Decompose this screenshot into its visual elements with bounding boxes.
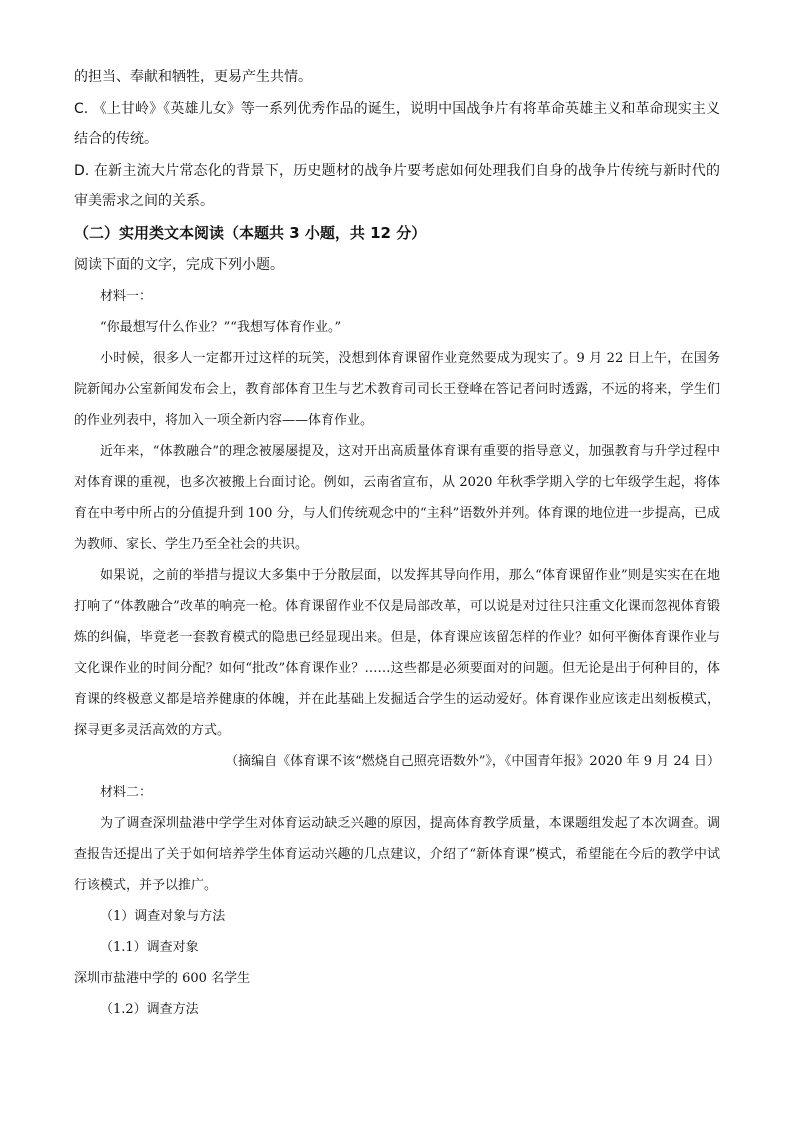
material1-paragraph-2: 小时候，很多人一定都开过这样的玩笑，没想到体育课留作业竟然要成为现实了。9 月 22 日上午，在国务院新闻办公室新闻发布会上，教育部体育卫生与艺术教育司司长王登峰在答记者问时透露，不远的将来，学生们的作业列表中，将加入一项全新内容——体育作业。 [74,351,720,428]
survey-object: 深圳市盐港中学的 600 名学生 [74,971,251,986]
option-d: D. 在新主流大片常态化的背景下，历史题材的战争片要考虑如何处理我们自身的战争片传统与新时代的审美需求之间的关系。 [74,163,720,209]
option-b-tail: 的担当、奉献和牺牲，更易产生共情。 [74,69,312,85]
survey-heading-1: （1）调查对象与方法 [100,909,226,924]
material1-paragraph-3: 近年来，“体教融合”的理念被屡屡提及，这对开出高质量体育课有重要的指导意义，加强教育与升学过程中对体育课的重视，也多次被搬上台面讨论。例如，云南省宣布，从 2020 年秋季学期入学的七年级学生起，将体育在中考中所占的分值提升到 100 分，与人们传统观念中的“主科”语数外并列。体育课的地位进一步提高，已成为教师、家长、学生乃至全社会的共识。 [74,444,720,552]
option-c: C. 《上甘岭》《英雄儿女》等一系列优秀作品的诞生，说明中国战争片有将革命英雄主义和革命现实主义结合的传统。 [74,101,720,147]
material2-label: 材料二： [100,785,153,800]
material1-source: （摘编自《体育课不该“燃烧自己照亮语数外”》，《中国青年报》2020 年 9 月 24 日） [225,754,720,769]
material1-paragraph-1: “你最想写什么作业？”“我想写体育作业。” [100,320,342,335]
survey-heading-1-1: （1.1）调查对象 [100,940,199,955]
survey-heading-1-2: （1.2）调查方法 [100,1002,199,1017]
material1-paragraph-4: 如果说，之前的举措与提议大多集中于分散层面，以发挥其导向作用，那么“体育课留作业”则是实实在在地打响了“体教融合”改革的响亮一枪。体育课留作业不仅是局部改革，可以说是对过往只注重文化课而忽视体育锻炼的纠偏，毕竟老一套教育模式的隐患已经显现出来。但是，体育课应该留怎样的作业？如何平衡体育课作业与文化课作业的时间分配？如何“批改”体育课作业？……这些都是必须要面对的问题。但无论是出于何种目的，体育课的终极意义都是培养健康的体魄，并在此基础上发掘适合学生的运动爱好。体育课作业应该走出刻板模式，探寻更多灵活高效的方式。 [74,568,720,738]
instruction: 阅读下面的文字，完成下列小题。 [74,257,284,273]
material1-label: 材料一： [100,289,153,304]
material2-paragraph-1: 为了调查深圳盐港中学学生对体育运动缺乏兴趣的原因，提高体育教学质量，本课题组发起了本次调查。调查报告还提出了关于如何培养学生体育运动兴趣的几点建议，介绍了“新体育课”模式，希望能在今后的教学中试行该模式，并予以推广。 [74,816,720,893]
section-title: （二）实用类文本阅读（本题共 3 小题，共 12 分） [74,224,427,242]
